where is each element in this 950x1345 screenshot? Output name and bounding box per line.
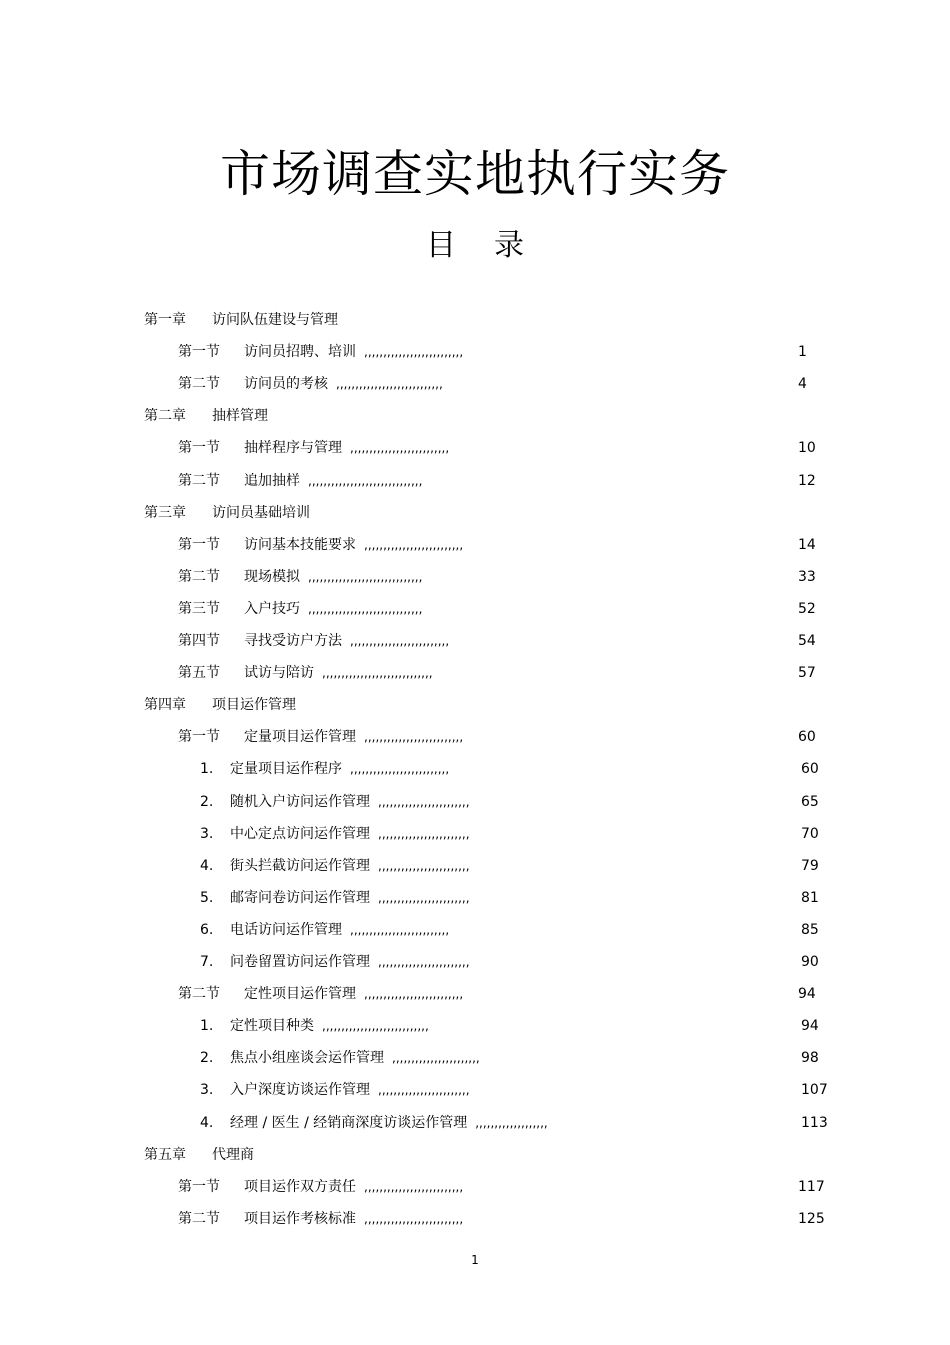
toc-entry-title (230, 1112, 548, 1134)
toc-page-number: 57 (798, 665, 816, 681)
toc-leader-dots: ,,,,,,,,,,,,,,,,,,,,,,,, (378, 1083, 470, 1097)
toc-entry-title-text: 随机入户访问运作管理 (230, 794, 370, 810)
toc-page-number: 60 (798, 729, 816, 745)
toc-entry-label: 5. (200, 890, 214, 906)
toc-entry-label: 2. (200, 1050, 214, 1066)
toc-page-number: 14 (798, 537, 816, 553)
toc-section-row[interactable] (178, 598, 423, 620)
toc-item-row[interactable] (200, 758, 450, 780)
toc-entry-title-text: 访问员的考核 (244, 376, 328, 392)
toc-entry-label: 第五节 (178, 665, 220, 681)
toc-entry-label: 第一节 (178, 729, 220, 745)
toc-entry-title (230, 887, 470, 909)
toc-leader-dots: ,,,,,,,,,,,,,,,,,,,,,,,,,, (364, 1180, 464, 1194)
toc-item-row[interactable] (200, 919, 450, 941)
toc-leader-dots: ,,,,,,,,,,,,,,,,,,,,,,,,,, (350, 634, 450, 648)
toc-page-number: 4 (798, 376, 807, 392)
toc-section-row[interactable] (178, 470, 423, 492)
toc-leader-dots: ,,,,,,,,,,,,,,,,,,,,,,, (392, 1051, 480, 1065)
toc-entry-label: 4. (200, 858, 214, 874)
toc-entry-title (230, 1015, 429, 1037)
toc-entry-label: 第一节 (178, 440, 220, 456)
toc-entry-title-text: 入户技巧 (244, 601, 300, 617)
toc-entry-label: 第二节 (178, 473, 220, 489)
toc-item-row[interactable] (200, 1112, 548, 1134)
toc-section-row[interactable] (178, 983, 464, 1005)
toc-section-row[interactable] (178, 566, 423, 588)
toc-entry-title (244, 1176, 463, 1198)
toc-entry-title (244, 662, 433, 684)
toc-entry-label: 第二章 (144, 408, 186, 424)
toc-entry-label: 第一节 (178, 1179, 220, 1195)
toc-section-row[interactable] (178, 437, 450, 459)
toc-section-row[interactable] (178, 1176, 464, 1198)
toc-page-number: 70 (801, 826, 819, 842)
toc-page-number: 33 (798, 569, 816, 585)
toc-entry-title-text: 项目运作考核标准 (244, 1211, 356, 1227)
toc-page-number: 98 (801, 1050, 819, 1066)
toc-entry-title-text: 访问员招聘、培训 (244, 344, 356, 360)
toc-chapter-row[interactable] (144, 405, 268, 427)
toc-entry-label: 第一章 (144, 312, 186, 328)
toc-leader-dots: ,,,,,,,,,,,,,,,,,,,,,,,,,,,, (322, 1019, 429, 1033)
toc-entry-label: 2. (200, 794, 214, 810)
toc-entry-title (244, 630, 449, 652)
toc-entry-title-text: 寻找受访户方法 (244, 633, 342, 649)
toc-entry-title-text: 现场模拟 (244, 569, 300, 585)
toc-entry-title (244, 983, 463, 1005)
toc-leader-dots: ,,,,,,,,,,,,,,,,,,, (475, 1116, 548, 1130)
toc-item-row[interactable] (200, 887, 470, 909)
toc-page-number: 79 (801, 858, 819, 874)
toc-entry-label: 第四章 (144, 697, 186, 713)
toc-entry-title (212, 405, 268, 427)
toc-entry-label: 第二节 (178, 986, 220, 1002)
toc-page-number: 90 (801, 954, 819, 970)
toc-section-row[interactable] (178, 341, 464, 363)
toc-entry-label: 3. (200, 1082, 214, 1098)
toc-item-row[interactable] (200, 823, 470, 845)
toc-entry-title (212, 502, 310, 524)
toc-entry-title (244, 341, 463, 363)
toc-leader-dots: ,,,,,,,,,,,,,,,,,,,,,,,, (378, 859, 470, 873)
toc-page-number: 12 (798, 473, 816, 489)
toc-entry-title-text: 定性项目运作管理 (244, 986, 356, 1002)
toc-leader-dots: ,,,,,,,,,,,,,,,,,,,,,,,,,, (350, 441, 450, 455)
toc-entry-label: 第三节 (178, 601, 220, 617)
toc-entry-title-text: 定量项目运作程序 (230, 761, 342, 777)
toc-entry-label: 第二节 (178, 376, 220, 392)
toc-entry-title (244, 534, 463, 556)
toc-entry-title-text: 追加抽样 (244, 473, 300, 489)
toc-item-row[interactable] (200, 855, 470, 877)
toc-item-row[interactable] (200, 951, 470, 973)
toc-entry-title-text: 访问队伍建设与管理 (212, 312, 338, 328)
toc-entry-label: 第一节 (178, 537, 220, 553)
toc-entry-label: 第四节 (178, 633, 220, 649)
page-number: 1 (471, 1253, 479, 1267)
toc-entry-title (244, 470, 422, 492)
toc-page-number: 117 (798, 1179, 825, 1195)
toc-section-row[interactable] (178, 373, 443, 395)
toc-heading-char-2: 录 (494, 228, 524, 263)
toc-entry-label: 第一节 (178, 344, 220, 360)
toc-leader-dots: ,,,,,,,,,,,,,,,,,,,,,,,,,,,,,, (308, 474, 423, 488)
toc-entry-title (244, 437, 449, 459)
toc-page-number: 113 (801, 1115, 828, 1131)
toc-page-number: 94 (798, 986, 816, 1002)
toc-chapter-row[interactable] (144, 1144, 254, 1166)
toc-section-row[interactable] (178, 726, 464, 748)
toc-entry-title-text: 问卷留置访问运作管理 (230, 954, 370, 970)
toc-entry-title (244, 373, 443, 395)
toc-section-row[interactable] (178, 662, 433, 684)
toc-entry-label: 3. (200, 826, 214, 842)
toc-page-number: 54 (798, 633, 816, 649)
toc-entry-label: 4. (200, 1115, 214, 1131)
toc-entry-title-text: 项目运作双方责任 (244, 1179, 356, 1195)
toc-entry-title-text: 入户深度访谈运作管理 (230, 1082, 370, 1098)
toc-entry-title-text: 邮寄问卷访问运作管理 (230, 890, 370, 906)
document-title: 市场调查实地执行实务 (220, 145, 730, 203)
toc-entry-title (230, 951, 470, 973)
toc-heading-char-1: 目 (426, 228, 456, 263)
toc-section-row[interactable] (178, 1208, 464, 1230)
toc-entry-label: 第三章 (144, 505, 186, 521)
toc-page-number: 85 (801, 922, 819, 938)
toc-entry-title (230, 823, 470, 845)
toc-chapter-row[interactable] (144, 309, 338, 331)
toc-entry-title (230, 855, 470, 877)
toc-entry-title-text: 代理商 (212, 1147, 254, 1163)
toc-leader-dots: ,,,,,,,,,,,,,,,,,,,,,,,,,, (364, 538, 464, 552)
toc-entry-title-text: 试访与陪访 (244, 665, 314, 681)
toc-item-row[interactable] (200, 1047, 480, 1069)
toc-page-number: 107 (801, 1082, 828, 1098)
toc-entry-label: 1. (200, 1018, 214, 1034)
toc-entry-title-text: 定性项目种类 (230, 1018, 314, 1034)
toc-entry-label: 第五章 (144, 1147, 186, 1163)
toc-chapter-row[interactable] (144, 694, 296, 716)
toc-section-row[interactable] (178, 534, 464, 556)
toc-entry-title (212, 694, 296, 716)
toc-entry-title-text: 访问基本技能要求 (244, 537, 356, 553)
toc-page-number: 52 (798, 601, 816, 617)
toc-entry-title-text: 焦点小组座谈会运作管理 (230, 1050, 384, 1066)
toc-entry-label: 7. (200, 954, 214, 970)
toc-leader-dots: ,,,,,,,,,,,,,,,,,,,,,,,,,, (350, 923, 450, 937)
toc-entry-title-text: 中心定点访问运作管理 (230, 826, 370, 842)
toc-entry-title-text: 抽样管理 (212, 408, 268, 424)
toc-leader-dots: ,,,,,,,,,,,,,,,,,,,,,,,, (378, 795, 470, 809)
toc-entry-title (230, 1047, 480, 1069)
toc-entry-title-text: 访问员基础培训 (212, 505, 310, 521)
toc-entry-title-text: 抽样程序与管理 (244, 440, 342, 456)
toc-page-number: 65 (801, 794, 819, 810)
toc-leader-dots: ,,,,,,,,,,,,,,,,,,,,,,,, (378, 891, 470, 905)
toc-page-number: 94 (801, 1018, 819, 1034)
toc-page-number: 60 (801, 761, 819, 777)
toc-page-number: 10 (798, 440, 816, 456)
toc-entry-label: 第二节 (178, 569, 220, 585)
toc-entry-label: 1. (200, 761, 214, 777)
toc-entry-title (212, 309, 338, 331)
toc-entry-label: 第二节 (178, 1211, 220, 1227)
toc-entry-title-text: 项目运作管理 (212, 697, 296, 713)
toc-section-row[interactable] (178, 630, 450, 652)
toc-entry-title (212, 1144, 254, 1166)
toc-leader-dots: ,,,,,,,,,,,,,,,,,,,,,,,,,,,, (336, 377, 443, 391)
toc-leader-dots: ,,,,,,,,,,,,,,,,,,,,,,,,,,,,, (322, 666, 433, 680)
toc-leader-dots: ,,,,,,,,,,,,,,,,,,,,,,,,,, (364, 1212, 464, 1226)
toc-entry-title (230, 919, 449, 941)
toc-entry-label: 6. (200, 922, 214, 938)
toc-page-number: 1 (798, 344, 807, 360)
toc-heading (0, 226, 950, 266)
toc-entry-title (230, 1079, 470, 1101)
toc-leader-dots: ,,,,,,,,,,,,,,,,,,,,,,,,,, (364, 345, 464, 359)
toc-leader-dots: ,,,,,,,,,,,,,,,,,,,,,,,,,, (364, 730, 464, 744)
toc-leader-dots: ,,,,,,,,,,,,,,,,,,,,,,,,,, (364, 987, 464, 1001)
toc-entry-title (244, 566, 422, 588)
toc-leader-dots: ,,,,,,,,,,,,,,,,,,,,,,,,,, (350, 762, 450, 776)
toc-entry-title-text: 街头拦截访问运作管理 (230, 858, 370, 874)
toc-entry-title (244, 726, 463, 748)
toc-page-number: 81 (801, 890, 819, 906)
toc-entry-title (244, 1208, 463, 1230)
toc-entry-title-text: 电话访问运作管理 (230, 922, 342, 938)
toc-item-row[interactable] (200, 1079, 470, 1101)
toc-page-number: 125 (798, 1211, 825, 1227)
toc-leader-dots: ,,,,,,,,,,,,,,,,,,,,,,,,,,,,,, (308, 570, 423, 584)
toc-leader-dots: ,,,,,,,,,,,,,,,,,,,,,,,, (378, 827, 470, 841)
toc-entry-title (230, 758, 449, 780)
toc-entry-title-text: 经理 / 医生 / 经销商深度访谈运作管理 (230, 1115, 468, 1131)
toc-entry-title-text: 定量项目运作管理 (244, 729, 356, 745)
toc-entry-title (244, 598, 422, 620)
toc-entry-title (230, 791, 470, 813)
toc-item-row[interactable] (200, 791, 470, 813)
toc-item-row[interactable] (200, 1015, 429, 1037)
toc-leader-dots: ,,,,,,,,,,,,,,,,,,,,,,,,,,,,,, (308, 602, 423, 616)
toc-leader-dots: ,,,,,,,,,,,,,,,,,,,,,,,, (378, 955, 470, 969)
toc-chapter-row[interactable] (144, 502, 310, 524)
